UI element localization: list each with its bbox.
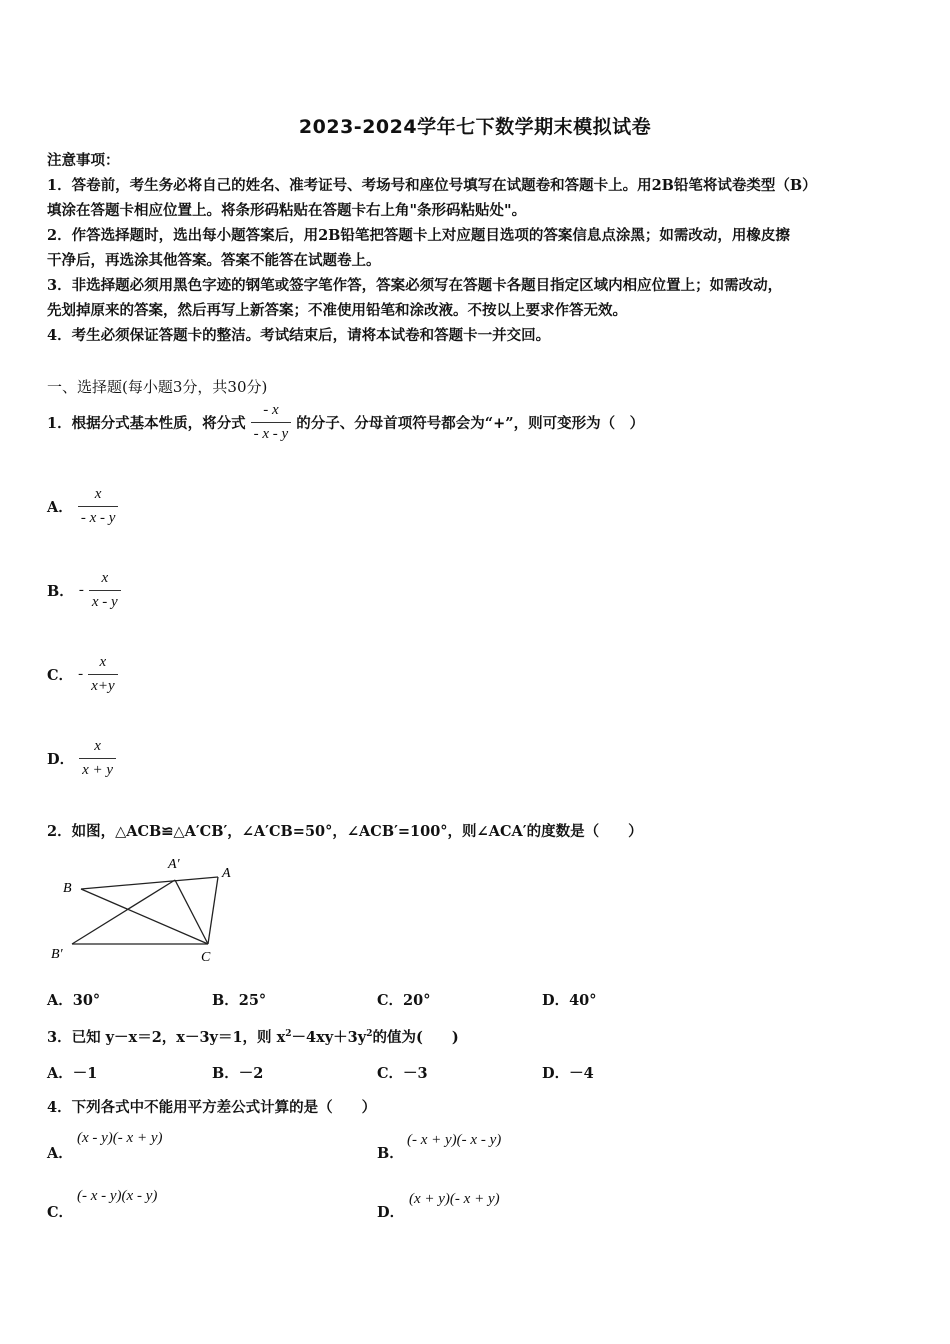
fraction-numerator: - x: [251, 402, 292, 423]
option-c: C．20°: [377, 992, 431, 1009]
fraction-denominator: - x - y: [80, 510, 116, 526]
fraction-denominator: x+y: [91, 678, 115, 694]
question-2-text: 2．如图，△ACB≌△A′CB′，∠A′CB=50°，∠ACB′=100°，则∠ACA′的度数是（ ）: [47, 823, 643, 840]
question-3-mid: －4xy＋3y: [291, 1029, 367, 1046]
option-a-expression: (x - y)(- x + y): [77, 1130, 163, 1146]
question-1-suffix: 的分子、分母首项符号都会为“+”，则可变形为（ ）: [296, 415, 645, 432]
option-label: D．: [47, 751, 75, 768]
notes-line: 4．考生必须保证答题卡的整洁。考试结束后，请将本试卷和答题卡一并交回。: [47, 327, 551, 344]
question-4-text: 4．下列各式中不能用平方差公式计算的是（ ）: [47, 1099, 377, 1116]
option-label: A．: [47, 499, 73, 516]
option-d-expression: (x + y)(- x + y): [409, 1191, 500, 1207]
option-a-label: A．: [47, 1145, 73, 1162]
option-c: [47, 654, 118, 695]
page-title: 2023-2024学年七下数学期末模拟试卷: [298, 116, 652, 138]
fraction-numerator: x: [88, 654, 117, 675]
option-c: C．－3: [377, 1065, 428, 1082]
notes-line: 填涂在答题卡相应位置上。将条形码粘贴在答题卡右上角"条形码粘贴处"。: [47, 202, 527, 219]
segment-ac: [208, 877, 218, 944]
notes-line: 2．作答选择题时，选出每小题答案后，用2B铅笔把答题卡上对应题目选项的答案信息点涂黑；如需改动，用橡皮擦: [47, 227, 790, 244]
option-c-expression: (- x - y)(x - y): [77, 1188, 158, 1204]
fraction-denominator: - x - y: [253, 426, 289, 442]
option-d: D．－4: [542, 1065, 594, 1082]
option-label: B．: [47, 583, 74, 600]
option-sign: -: [78, 666, 84, 682]
option-d: D．40°: [542, 992, 597, 1009]
label-a: A: [222, 866, 231, 881]
notes-line: 1．答卷前，考生务必将自己的姓名、准考证号、考场号和座位号填写在试题卷和答题卡上。用2B铅笔将试卷类型（B）: [47, 177, 817, 194]
option-b: B．－2: [212, 1065, 264, 1082]
option-a: A．－1: [47, 1065, 98, 1082]
label-a-prime: A′: [168, 857, 180, 872]
label-b: B: [63, 881, 72, 896]
option-fraction: [88, 654, 117, 695]
option-d: [47, 738, 116, 779]
option-a: A．30°: [47, 992, 101, 1009]
notes-section: [47, 148, 817, 348]
option-d-label: D．: [377, 1204, 405, 1221]
fraction-numerator: x: [89, 570, 121, 591]
option-fraction: [79, 738, 116, 779]
question-3: [47, 1026, 459, 1047]
segment-a-prime-c: [175, 880, 208, 944]
option-b: B．25°: [212, 992, 267, 1009]
question-1: [47, 402, 644, 443]
option-sign: -: [78, 582, 84, 598]
fraction-numerator: x: [78, 486, 119, 507]
label-c: C: [201, 950, 211, 965]
option-b-expression: (- x + y)(- x - y): [407, 1132, 502, 1148]
question-3-suffix: 的值为( ): [372, 1029, 459, 1046]
option-b: [47, 570, 121, 611]
notes-heading: 注意事项：: [47, 152, 120, 169]
label-b-prime: B′: [51, 947, 63, 962]
notes-line: 3．非选择题必须用黑色字迹的钢笔或签字笔作答，答案必须写在答题卡各题目指定区域内相应位置上；如需改动，: [47, 277, 783, 294]
option-a: [47, 486, 118, 527]
exponent: 2: [285, 1029, 292, 1040]
option-b-label: B．: [377, 1145, 404, 1162]
fraction-numerator: x: [79, 738, 116, 759]
triangle-figure: [48, 852, 243, 967]
question-1-prefix: 1．根据分式基本性质，将分式: [47, 415, 246, 432]
notes-line: 先划掉原来的答案，然后再写上新答案；不准使用铅笔和涂改液。不按以上要求作答无效。: [47, 302, 627, 319]
section-heading: 一、选择题(每小题3分，共30分): [47, 378, 268, 396]
option-label: C．: [47, 667, 74, 684]
option-fraction: [89, 570, 121, 611]
segment-bc: [81, 889, 208, 944]
question-1-fraction: [251, 402, 292, 443]
option-c-label: C．: [47, 1204, 74, 1221]
fraction-denominator: x + y: [82, 762, 114, 778]
segment-ba: [81, 877, 218, 889]
exponent: 2: [366, 1029, 373, 1040]
question-3-prefix: 3．已知 y－x＝2，x－3y＝1，则 x: [47, 1029, 286, 1046]
option-fraction: [78, 486, 119, 527]
fraction-denominator: x - y: [91, 594, 118, 610]
notes-line: 干净后，再选涂其他答案。答案不能答在试题卷上。: [47, 252, 381, 269]
segment-a-prime-b-prime: [72, 880, 175, 944]
